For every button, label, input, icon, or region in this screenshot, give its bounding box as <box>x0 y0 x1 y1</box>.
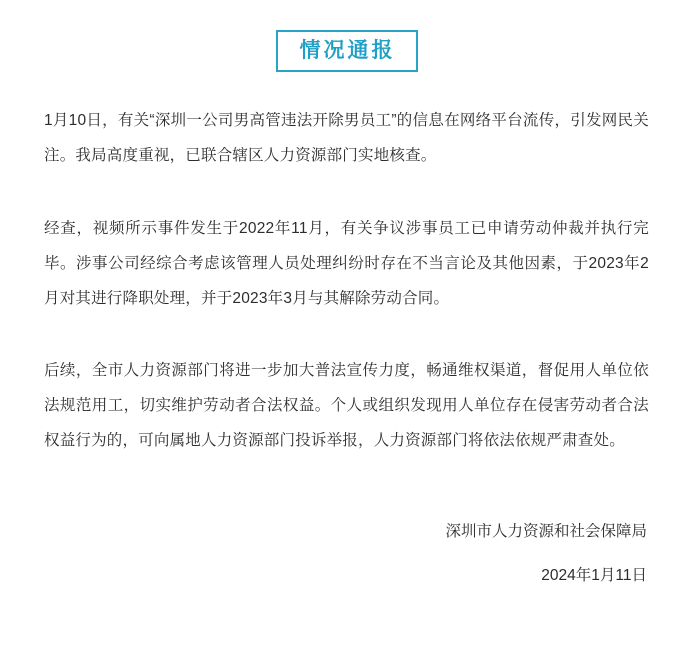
document-body <box>44 90 649 459</box>
title-container <box>44 0 649 90</box>
paragraph-1: 1月10日，有关“深圳一公司男高管违法开除男员工”的信息在网络平台流传，引发网民关注。我局高度重视，已联合辖区人力资源部门实地核查。 <box>44 112 649 164</box>
document-title-badge: 情况通报 <box>276 30 418 72</box>
issuing-authority: 深圳市人力资源和社会保障局 <box>445 523 647 541</box>
issue-date: 2024年1月11日 <box>541 567 647 585</box>
paragraph-3: 后续，全市人力资源部门将进一步加大普法宣传力度，畅通维权渠道，督促用人单位依法规范用工，切实维护劳动者合法权益。个人或组织发现用人单位存在侵害劳动者合法权益行为的，可向属地人力资源部门投诉举报，人力资源部门将依法依规严肃查处。 <box>44 362 649 450</box>
paragraph-2: 经查，视频所示事件发生于2022年11月，有关争议涉事员工已申请劳动仲裁并执行完毕。涉事公司经综合考虑该管理人员处理纠纷时存在不当言论及其他因素，于2023年2月对其进行降职处理，并于2023年3月与其解除劳动合同。 <box>44 219 649 307</box>
